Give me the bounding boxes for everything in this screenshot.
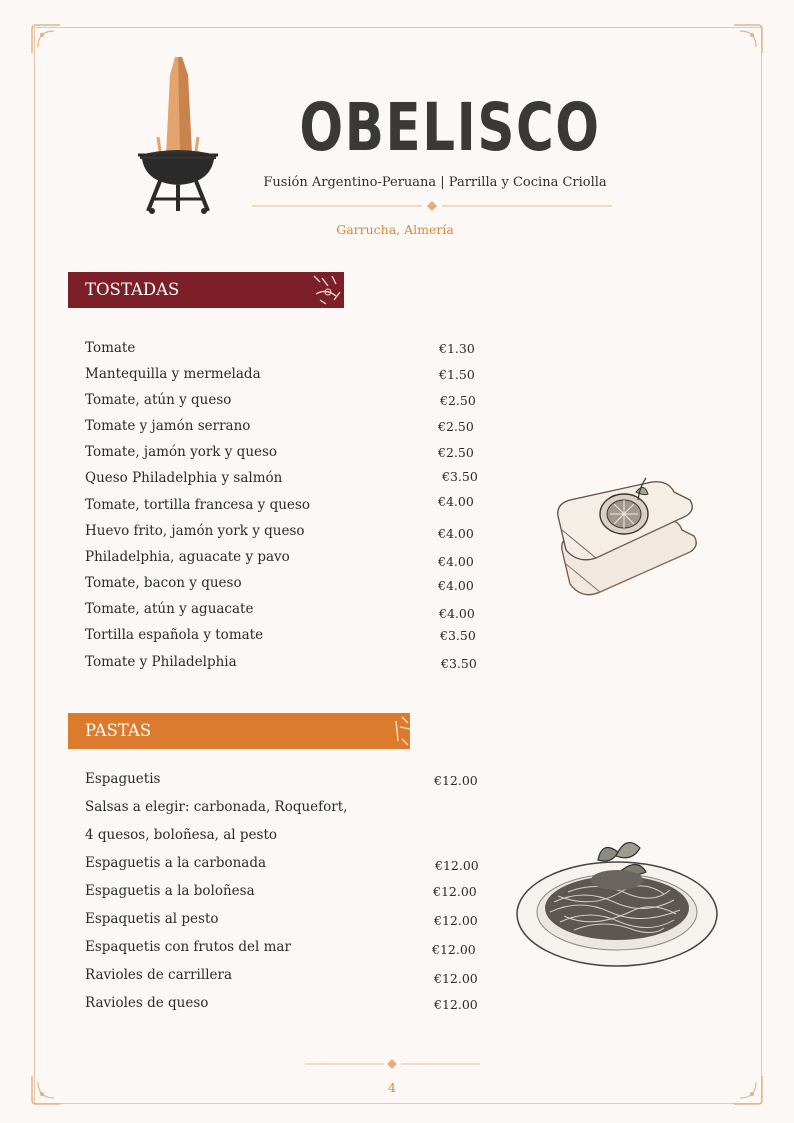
menu-item-price: €3.50 xyxy=(441,656,477,671)
obelisk-grill-logo-icon xyxy=(130,55,226,215)
menu-item-name: Salsas a elegir: carbonada, Roquefort, xyxy=(85,799,348,815)
corner-ornament-icon xyxy=(730,23,764,57)
menu-item-name: Espaguetis xyxy=(85,771,161,787)
menu-item-name: Espaquetis con frutos del mar xyxy=(85,939,291,955)
decorative-pattern-icon xyxy=(306,272,346,308)
menu-item-name: Tomate, jamón york y queso xyxy=(85,444,278,460)
menu-item-price: €4.00 xyxy=(438,578,474,593)
menu-item-name: Philadelphia, aguacate y pavo xyxy=(85,549,290,565)
menu-item-name: Huevo frito, jamón york y queso xyxy=(85,523,305,539)
toast-illustration-icon xyxy=(552,472,702,606)
menu-item-name: Tomate, atún y queso xyxy=(85,392,232,408)
menu-item-price: €12.00 xyxy=(435,858,479,873)
section-title: TOSTADAS xyxy=(85,280,180,299)
corner-ornament-icon xyxy=(30,23,64,57)
diamond-divider-icon xyxy=(305,1058,480,1070)
menu-item-price: €12.00 xyxy=(432,942,476,957)
corner-ornament-icon xyxy=(30,1072,64,1106)
menu-item-price: €1.30 xyxy=(439,341,475,356)
brand-name: OBELISCO xyxy=(299,89,601,166)
menu-item-name: Tomate y Philadelphia xyxy=(85,654,237,670)
menu-item-price: €4.00 xyxy=(438,494,474,509)
corner-ornament-icon xyxy=(730,1072,764,1106)
menu-item-price: €2.50 xyxy=(438,445,474,460)
menu-item-price: €2.50 xyxy=(440,393,476,408)
menu-item-price: €3.50 xyxy=(440,628,476,643)
brand-tagline: Fusión Argentino-Peruana | Parrilla y Cocina Criolla xyxy=(263,175,607,190)
menu-item-price: €12.00 xyxy=(434,997,478,1012)
spaghetti-plate-illustration-icon xyxy=(514,830,720,970)
menu-item-price: €4.00 xyxy=(438,554,474,569)
menu-item-price: €1.50 xyxy=(439,367,475,382)
menu-item-price: €12.00 xyxy=(434,971,478,986)
menu-item-name: Ravioles de queso xyxy=(85,995,209,1011)
location-text: Garrucha, Almería xyxy=(336,222,454,237)
menu-item-price: €4.00 xyxy=(439,606,475,621)
menu-item-price: €3.50 xyxy=(442,469,478,484)
menu-item-name: Tomate, bacon y queso xyxy=(85,575,242,591)
section-header-tostadas xyxy=(68,272,344,308)
menu-item-name: Mantequilla y mermelada xyxy=(85,366,261,382)
menu-item-name: Ravioles de carrillera xyxy=(85,967,233,983)
menu-item-price: €4.00 xyxy=(438,526,474,541)
section-header-pastas xyxy=(68,713,410,749)
menu-item-price: €2.50 xyxy=(438,419,474,434)
menu-item-price: €12.00 xyxy=(434,913,478,928)
menu-item-name: Queso Philadelphia y salmón xyxy=(85,470,283,486)
section-title: PASTAS xyxy=(85,721,152,740)
menu-item-name: Tomate, atún y aguacate xyxy=(85,601,254,617)
menu-item-name: Espaguetis a la carbonada xyxy=(85,855,267,871)
menu-item-name: Tomate y jamón serrano xyxy=(85,418,251,434)
menu-item-name: Tortilla española y tomate xyxy=(85,627,264,643)
page-number: 4 xyxy=(388,1080,396,1095)
menu-item-name: 4 quesos, boloñesa, al pesto xyxy=(85,827,277,843)
menu-item-price: €12.00 xyxy=(433,884,477,899)
menu-item-price: €12.00 xyxy=(434,773,478,788)
menu-item-name: Espaquetis al pesto xyxy=(85,911,219,927)
menu-item-name: Tomate, tortilla francesa y queso xyxy=(85,497,310,513)
menu-item-name: Espaguetis a la boloñesa xyxy=(85,883,255,899)
decorative-pattern-icon xyxy=(372,713,412,749)
diamond-divider-icon xyxy=(252,200,612,212)
menu-item-name: Tomate xyxy=(85,340,136,356)
